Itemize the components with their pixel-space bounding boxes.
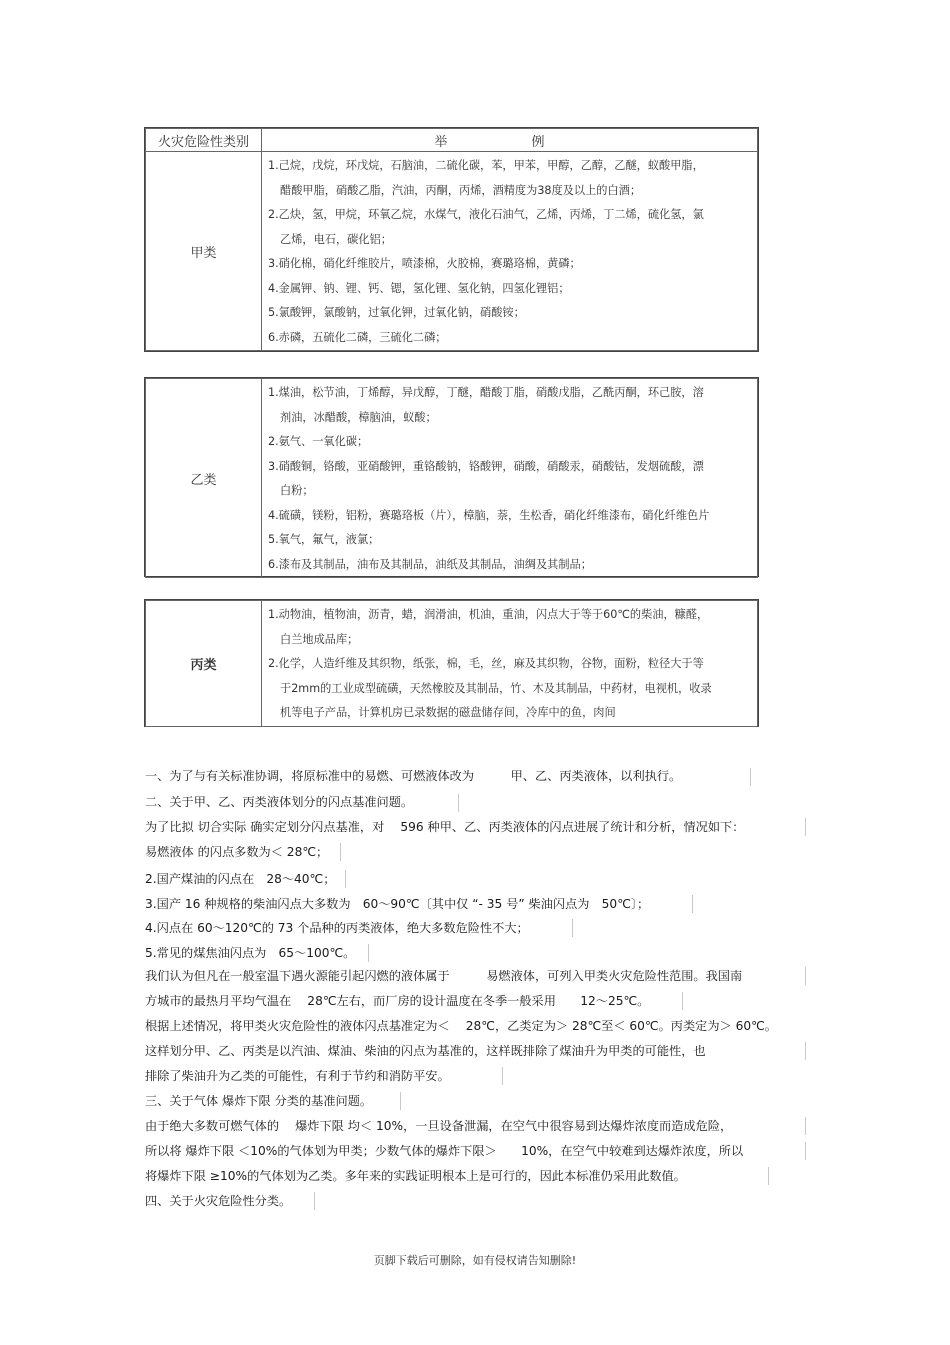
list-item: 2.乙炔，氢，甲烷，环氧乙烷，水煤气，液化石油气，乙烯，丙烯，丁二烯，硫化氢，氯 — [268, 208, 704, 221]
items-yi — [262, 379, 758, 578]
paragraph-line: 易燃液体 的闪点多数为＜ 28℃； — [145, 845, 329, 859]
paragraph-line: 方城市的最热月平均气温在 28℃左右，而厂房的设计温度在冬季一般采用 12～25℃。 — [145, 994, 650, 1008]
paragraph-line: 这样划分甲、乙、丙类是以汽油、煤油、柴油的闪点为基准的，这样既排除了煤油升为甲类的可能性，也 — [145, 1044, 706, 1058]
paragraph-line: 4.闪点在 60～120℃的 73 个品种的丙类液体，绝大多数危险性不大； — [145, 921, 529, 935]
paragraph-line: 3.国产 16 种规格的柴油闪点大多数为 60～90℃〔其中仅 “- 35 号” 柴油闪点为 50℃〕； — [145, 897, 650, 911]
divider — [572, 919, 573, 937]
paragraph-line: 根据上述情况，将甲类火灾危险性的液体闪点基准定为＜ 28℃，乙类定为＞ 28℃至＜ 60℃。丙类定为＞ 60℃。 — [145, 1019, 777, 1033]
list-item: 白粉； — [280, 484, 314, 497]
list-item: 5.氧气，氟气，液氯； — [268, 533, 380, 546]
divider — [692, 895, 693, 913]
list-item: 4.硫磺，镁粉，铝粉，赛璐珞板（片），樟脑，萘，生松香，硝化纤维漆布，硝化纤维色片 — [268, 508, 710, 522]
divider — [805, 818, 806, 836]
paragraph-line: 所以将 爆炸下限 ＜10%的气体划为甲类；少数气体的爆炸下限＞ 10%，在空气中较难到达爆炸浓度，所以 — [145, 1144, 744, 1158]
paragraph-line: 二、关于甲、乙、丙类液体划分的闪点基准问题。 — [145, 795, 414, 809]
paragraph-line: 5.常见的煤焦油闪点为 65～100℃。 — [145, 946, 356, 960]
paragraph-line: 三、关于气体 爆炸下限 分类的基准问题。 — [145, 1094, 373, 1108]
category-yi: 乙类 — [146, 379, 262, 578]
items-jia — [262, 152, 758, 351]
divider — [805, 967, 806, 985]
header-category: 火灾危险性类别 — [146, 129, 262, 152]
divider — [314, 1192, 315, 1210]
list-item: 1.动物油，植物油，沥青，蜡，润滑油，机油，重油，闪点大于等于60℃的柴油，糠醛， — [268, 608, 709, 621]
divider — [682, 992, 683, 1010]
divider — [345, 870, 346, 888]
items-bing — [262, 601, 758, 727]
divider — [400, 1092, 401, 1110]
divider — [368, 944, 369, 962]
paragraph-line: 排除了柴油升为乙类的可能性，有利于节约和消防平安。 — [145, 1069, 450, 1083]
paragraph-line: 四、关于火灾危险性分类。 — [145, 1194, 292, 1208]
header-example: 举 例 — [262, 129, 758, 152]
paragraph-line: 2.国产煤油的闪点在 28～40℃； — [145, 872, 336, 886]
category-jia: 甲类 — [146, 152, 262, 351]
divider — [805, 1042, 806, 1060]
list-item: 6.漆布及其制品，油布及其制品，油纸及其制品，油绸及其制品； — [268, 557, 592, 571]
list-item: 6.赤磷，五硫化二磷，三硫化二磷； — [268, 330, 447, 344]
list-item: 3.硝酸铜，铬酸，亚硝酸钾，重铬酸钠，铬酸钾，硝酸，硝酸汞，硝酸钴，发烟硫酸，漂 — [268, 459, 704, 473]
list-item: 机等电子产品，计算机房已录数据的磁盘储存间，冷库中的鱼，肉间 — [280, 706, 616, 719]
list-item: 于2mm的工业成型硫磺，天然橡胶及其制品，竹、木及其制品，中药材，电视机，收录 — [280, 681, 712, 695]
divider — [340, 843, 341, 861]
divider — [750, 768, 751, 786]
paragraph-line: 由于绝大多数可燃气体的 爆炸下限 均＜ 10%，一旦设备泄漏，在空气中很容易到达爆炸浓度而造成危险， — [145, 1119, 733, 1133]
list-item: 3.硝化棉，硝化纤维胶片，喷漆棉，火胶棉，赛璐珞棉，黄磷； — [268, 257, 581, 270]
list-item: 1.煤油，松节油，丁烯醇，异戊醇，丁醚，醋酸丁脂，硝酸戊脂，乙酰丙酮，环己胺，溶 — [268, 386, 704, 399]
list-item: 4.金属钾、钠、锂、钙、锶，氢化锂、氢化钠，四氢化锂铝； — [268, 281, 570, 295]
list-item: 醋酸甲脂，硝酸乙脂，汽油，丙酮，丙烯，酒精度为38度及以上的白酒； — [280, 183, 642, 197]
list-item: 2.氨气、一氧化碳； — [268, 435, 369, 448]
page-footer: 页脚下载后可删除，如有侵权请告知删除! — [373, 1254, 577, 1267]
divider — [458, 794, 459, 812]
fire-hazard-table-bing — [144, 599, 759, 727]
divider — [502, 1067, 503, 1085]
divider — [805, 1142, 806, 1160]
paragraph-line: 为了比拟 切合实际 确实定划分闪点基准，对 596 种甲、乙、丙类液体的闪点进展了统计和分析，情况如下： — [145, 820, 745, 834]
list-item: 2.化学，人造纤维及其织物，纸张，棉，毛，丝，麻及其织物，谷物，面粉，粒径大于等 — [268, 657, 704, 670]
paragraph-line: 我们认为但凡在一般室温下遇火源能引起闪燃的液体属于 易燃液体，可列入甲类火灾危险性范围。我国南 — [145, 969, 743, 983]
paragraph-line: 一、为了与有关标准协调，将原标准中的易燃、可燃液体改为 甲、乙、丙类液体，以利执行。 — [145, 769, 682, 783]
fire-hazard-table-yi — [144, 377, 759, 577]
paragraph-line: 将爆炸下限 ≥10%的气体划为乙类。多年来的实践证明根本上是可行的，因此本标准仍采用此数值。 — [145, 1169, 686, 1183]
divider — [805, 1117, 806, 1135]
fire-hazard-table-jia — [144, 127, 759, 352]
category-bing: 丙类 — [146, 601, 262, 727]
list-item: 剂油，冰醋酸，樟脑油，蚁酸； — [280, 410, 437, 424]
list-item: 白兰地成品库； — [280, 632, 359, 646]
list-item: 1.己烷，戊烷，环戊烷，石脑油，二硫化碳，苯，甲苯，甲醇，乙醇，乙醚，蚁酸甲脂， — [268, 159, 704, 172]
list-item: 5.氯酸钾，氯酸钠，过氧化钾，过氧化钠，硝酸铵； — [268, 306, 525, 319]
list-item: 乙烯，电石，碳化铝； — [280, 232, 392, 246]
divider — [768, 1167, 769, 1185]
